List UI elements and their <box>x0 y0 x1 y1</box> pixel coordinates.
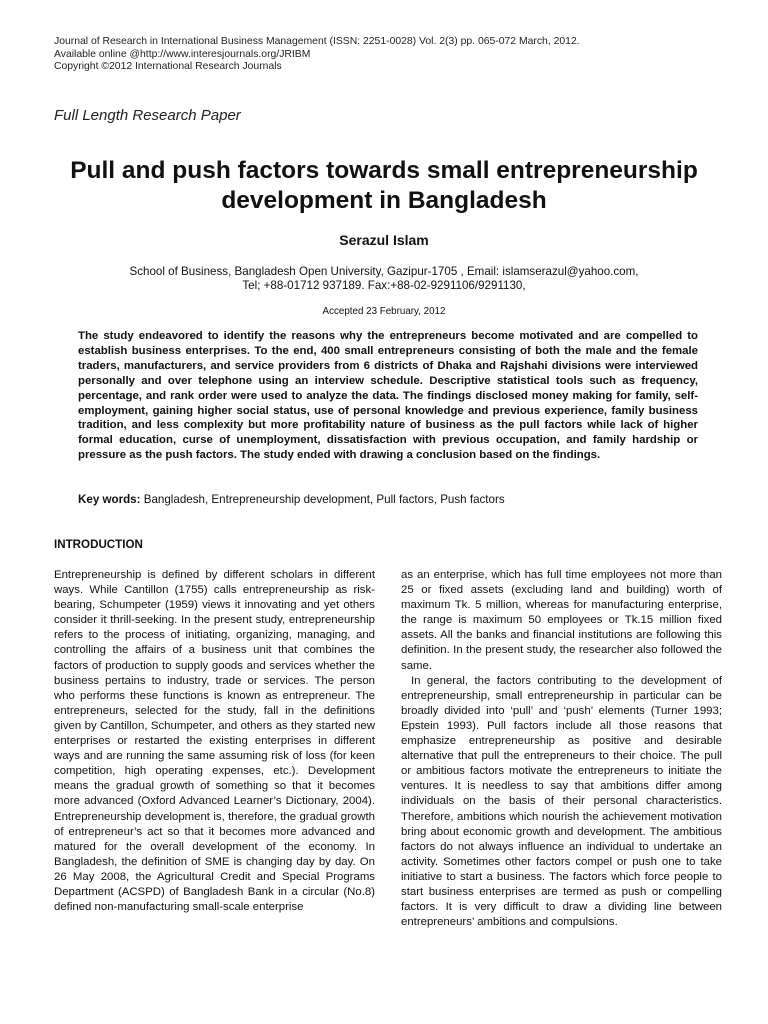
journal-copyright: Copyright ©2012 International Research Journals <box>54 61 282 73</box>
author-affiliation <box>40 265 728 293</box>
keywords-label: Key words: <box>78 493 141 506</box>
body-column-right <box>401 568 722 930</box>
body-paragraph: as an enterprise, which has full time employees not more than 25 or fixed assets (excluding land and building) worth of maximum Tk. 5 million, whereas for manufacturing enterprise, the range is maximum 50 employees or Tk.15 million fixed assets. All the banks and financial institutions are following this definition. In the present study, the researcher also followed the same. <box>401 569 722 672</box>
journal-availability: Available online @http://www.interesjournals.org/JRIBM <box>54 48 311 60</box>
paper-type: Full Length Research Paper <box>54 107 241 124</box>
keywords <box>78 493 718 506</box>
section-heading-introduction: INTRODUCTION <box>54 538 143 551</box>
affiliation-line: School of Business, Bangladesh Open University, Gazipur-1705 , Email: islamserazul@yahoo.com, <box>129 265 639 278</box>
journal-citation: Journal of Research in International Business Management (ISSN: 2251-0028) Vol. 2(3) pp. 065-072 March, 2012. <box>54 36 580 47</box>
body-paragraph: In general, the factors contributing to the development of entrepreneurship, small entrepreneurship in particular can be broadly divided into ‘pull’ and ‘push’ elements (Turner 1993; Epstein 1993). Pull factors include all those reasons that emphasize entrepreneurship as positive and desirable alternative that pull the entrepreneurs to their choice. The pull or ambitious factors motivate the entrepreneurs to initiate the ventures. It is needless to say that ambitions differ among individuals on the basis of their personal characteristics. Therefore, ambitions which nourish the achievement motivation bring about economic growth and development. The ambitious factors do not always influence an individual to undertake an activity. Sometimes other factors compel or push one to take initiative to start a business. The factors which force people to start business enterprises are termed as push or compelling factors. It is very difficult to draw a dividing line between entrepreneurs’ ambitions and compulsions. <box>401 674 722 929</box>
body-column-left <box>54 568 375 915</box>
body-paragraph: Entrepreneurship is defined by different scholars in different ways. While Cantillon (1755) calls entrepreneurship as risk-bearing, Schumpeter (1959) views it innovating and yet others consider it thrill-seeking. In the present study, entrepreneurship refers to the process of initiating, organizing, managing, and controlling the affairs of a business unit that combines the factors of production to supply goods and services whether the business pertains to industry, trade or services. The person who performs these functions is known as entrepreneur. The entrepreneurs, selected for the study, fall in the definitions given by Cantillon, Schumpeter, and others as they started new enterprises or restarted the existing enterprises in different ways and are running the same assuming risk of loss (for keen competition, high operating expenses, etc.). Development means the gradual growth of something so that it becomes more advanced (Oxford Advanced Learner’s Dictionary, 2004). Entrepreneurship development is, therefore, the gradual growth of entrepreneur’s act so that it becomes more advanced and matured for the overall development of the economy. In Bangladesh, the definition of SME is changing day by day. On 26 May 2008, the Agricultural Credit and Special Programs Department (ACSPD) of Bangladesh Bank in a circular (No.8) defined non-manufacturing small-scale enterprise <box>54 569 375 914</box>
accepted-date: Accepted 23 February, 2012 <box>322 306 446 317</box>
paper-title: Pull and push factors towards small entrepreneurship development in Bangladesh <box>70 157 698 214</box>
contact-line: Tel; +88-01712 937189. Fax:+88-02-9291106/9291130, <box>242 279 526 292</box>
abstract: The study endeavored to identify the reasons why the entrepreneurs become motivated and are compelled to establish business enterprises. To the end, 400 small entrepreneurs consisting of both the male and the female traders, manufacturers, and service providers from 6 districts of Dhaka and Rajshahi divisions were interviewed personally and over telephone using an interview schedule. Descriptive statistical tools such as frequency, percentage, and rank order were used to analyze the data. The findings disclosed money making for family, self-employment, gaining higher social status, use of personal knowledge and previous experience, family business tradition, and less complexity but more profitability nature of business as the pull factors while lack of higher formal education, curse of unemployment, dissatisfaction with previous occupation, and family hardship or pressure as the push factors. The study ended with drawing a conclusion based on the findings. <box>78 330 698 462</box>
author-name: Serazul Islam <box>339 232 429 248</box>
journal-header <box>54 36 580 74</box>
keywords-text: Bangladesh, Entrepreneurship development, Pull factors, Push factors <box>143 493 505 506</box>
